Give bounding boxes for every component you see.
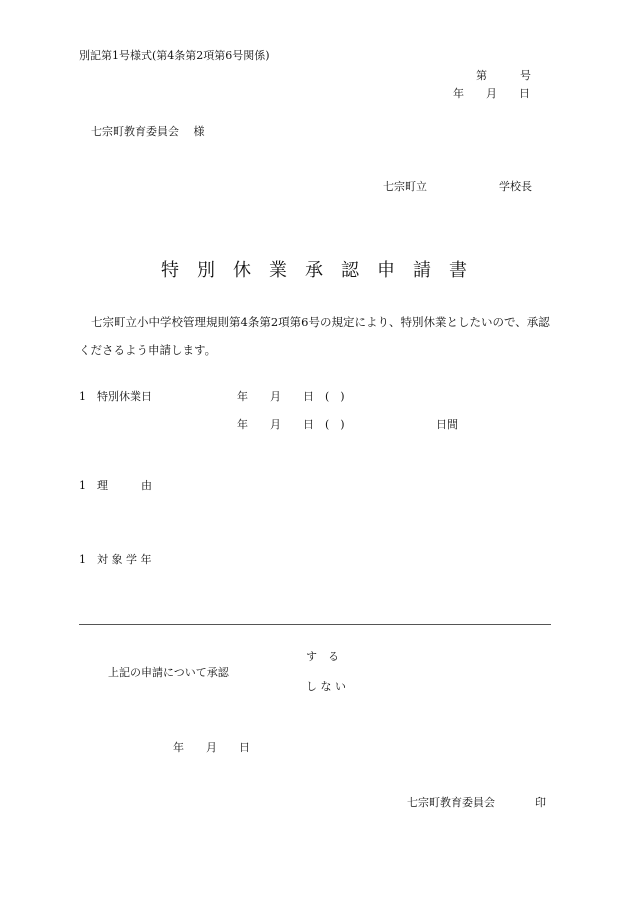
approval-option-no: し な い bbox=[306, 680, 346, 693]
document-date: 年 月 日 bbox=[453, 87, 530, 100]
sender-town: 七宗町立 bbox=[383, 180, 427, 193]
separator-line bbox=[79, 624, 551, 625]
holiday-label: 1 特別休業日 bbox=[79, 390, 152, 403]
target-grade-label: 1 対 象 学 年 bbox=[79, 553, 152, 566]
holiday-days-suffix: 日間 bbox=[436, 418, 458, 431]
body-line-2: くださるよう申請します。 bbox=[79, 343, 217, 357]
form-reference: 別記第1号様式(第4条第2項第6号関係) bbox=[79, 49, 270, 62]
sender-title: 学校長 bbox=[499, 180, 532, 193]
seal-mark: 印 bbox=[535, 796, 546, 809]
approval-statement: 上記の申請について承認 bbox=[108, 666, 229, 679]
document-title: 特 別 休 業 承 認 申 請 書 bbox=[161, 260, 467, 281]
reason-label: 1 理 由 bbox=[79, 479, 152, 492]
issuer-name: 七宗町教育委員会 bbox=[407, 796, 495, 809]
approval-option-yes: す る bbox=[306, 650, 339, 663]
addressee: 七宗町教育委員会 様 bbox=[91, 125, 205, 138]
document-number: 第 号 bbox=[476, 69, 531, 82]
holiday-date-end: 年 月 日 ( ) bbox=[237, 418, 345, 431]
approval-date: 年 月 日 bbox=[173, 741, 250, 754]
holiday-date-start: 年 月 日 ( ) bbox=[237, 390, 345, 403]
body-line-1: 七宗町立小中学校管理規則第4条第2項第6号の規定により、特別休業としたいので、承認 bbox=[91, 315, 550, 329]
